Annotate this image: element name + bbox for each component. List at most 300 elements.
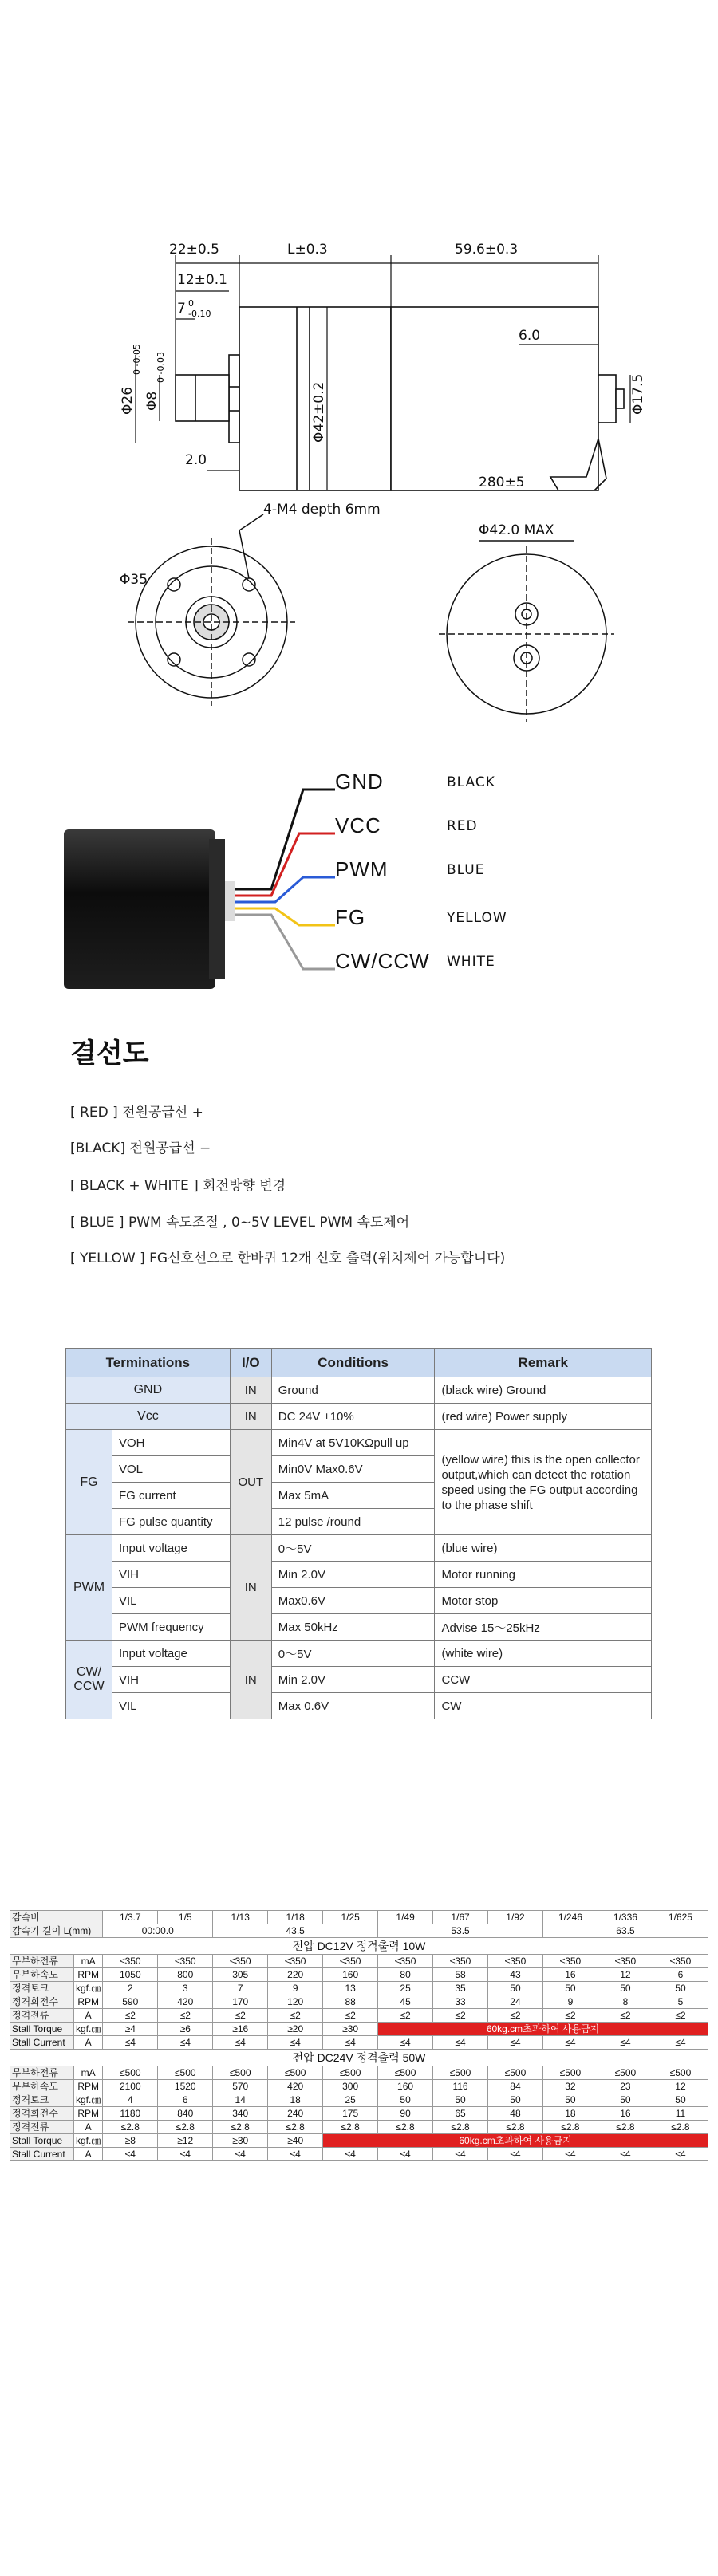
table-row	[66, 1588, 652, 1614]
value-cell: ≤4	[433, 2036, 488, 2050]
value-cell: 25	[378, 1982, 433, 1995]
wire-row-cwccw	[335, 949, 590, 981]
remark-cw-vil: CW	[435, 1693, 652, 1719]
front-d35-label: Φ35	[120, 572, 148, 588]
value-cell: 18	[268, 2093, 323, 2107]
value-cell: ≤500	[433, 2066, 488, 2080]
value-cell: 80	[378, 1968, 433, 1982]
row-unit: RPM	[73, 2107, 102, 2121]
table-row	[10, 1982, 708, 1995]
value-cell: ≥4	[103, 2023, 158, 2036]
row-unit: A	[73, 2121, 102, 2134]
header-conditions: Conditions	[271, 1349, 435, 1377]
row-unit: kgf.㎝	[73, 2134, 102, 2148]
remark-vcc: (red wire) Power supply	[435, 1404, 652, 1430]
table-row	[10, 2093, 708, 2107]
value-cell: ≤350	[488, 1955, 543, 1968]
wire-color-yellow: YELLOW	[447, 910, 507, 926]
cable-connector	[225, 881, 235, 921]
value-cell: 11	[653, 2107, 708, 2121]
cond-fg-pulse: 12 pulse /round	[271, 1509, 435, 1535]
value-cell: 220	[268, 1968, 323, 1982]
row-label: 무부하속도	[10, 2080, 74, 2093]
value-cell: 50	[598, 2093, 653, 2107]
wire-row-pwm	[335, 857, 590, 889]
value-cell: ≥20	[268, 2023, 323, 2036]
value-cell: 24	[488, 1995, 543, 2009]
termination-table	[65, 1348, 652, 1719]
value-cell: 340	[213, 2107, 268, 2121]
row-label: 정격전류	[10, 2009, 74, 2023]
remark-fg: (yellow wire) this is the open collector output,which can detect the rotation speed using the FG output according to the phase shift	[435, 1430, 652, 1535]
term-vcc: Vcc	[66, 1404, 231, 1430]
wiring-note-black-white: [ BLACK + WHITE ] 회전방향 변경	[70, 1178, 286, 1194]
value-cell: ≤2.8	[433, 2121, 488, 2134]
wire-color-black: BLACK	[447, 774, 495, 790]
value-cell: ≤4	[103, 2148, 158, 2161]
value-cell: ≤500	[323, 2066, 378, 2080]
value-cell: ≤4	[323, 2036, 378, 2050]
table-row	[66, 1377, 652, 1404]
wiring-note-blue: [ BLUE ] PWM 속도조절 , 0~5V LEVEL PWM 속도제어	[70, 1215, 410, 1231]
value-cell: 120	[268, 1995, 323, 2009]
value-cell: 170	[213, 1995, 268, 2009]
value-cell: ≤2.8	[103, 2121, 158, 2134]
value-cell: ≤4	[378, 2148, 433, 2161]
wire-label-cwccw: CW/CCW	[335, 949, 430, 973]
value-cell: ≤4	[213, 2036, 268, 2050]
value-cell: ≤350	[158, 1955, 213, 1968]
row-label: 정격회전수	[10, 1995, 74, 2009]
table-row	[66, 1667, 652, 1693]
row-unit: kgf.㎝	[73, 1982, 102, 1995]
wiring-note-black: [BLACK] 전원공급선 −	[70, 1140, 211, 1156]
value-cell: ≥8	[103, 2134, 158, 2148]
cond-vcc: DC 24V ±10%	[271, 1404, 435, 1430]
value-cell: 1180	[103, 2107, 158, 2121]
value-cell: ≤2	[268, 2009, 323, 2023]
stall-current-row	[10, 2148, 708, 2161]
term-cw-vih: VIH	[112, 1667, 230, 1693]
value-cell: ≤4	[488, 2036, 543, 2050]
value-cell: ≤500	[158, 2066, 213, 2080]
value-cell: 12	[598, 1968, 653, 1982]
value-cell: 58	[433, 1968, 488, 1982]
row-unit: kgf.㎝	[73, 2023, 102, 2036]
wiring-note-yellow: [ YELLOW ] FG신호선으로 한바퀴 12개 신호 출력(위치제어 가능합니다)	[70, 1251, 506, 1266]
table-row	[10, 2121, 708, 2134]
stall-torque-warning: 60kg.cm초과하여 사용금지	[378, 2023, 708, 2036]
value-cell: ≤500	[598, 2066, 653, 2080]
value-cell: 35	[433, 1982, 488, 1995]
value-cell: ≤500	[488, 2066, 543, 2080]
remark-cw-input: (white wire)	[435, 1641, 652, 1667]
dim-7-sup: 0	[188, 298, 194, 309]
row-unit: A	[73, 2036, 102, 2050]
value-cell: 9	[542, 1995, 598, 2009]
row-unit: RPM	[73, 1995, 102, 2009]
ratio-cell: 1/25	[323, 1911, 378, 1924]
value-cell: 16	[598, 2107, 653, 2121]
row-unit: RPM	[73, 2080, 102, 2093]
cond-pwm-vil: Max0.6V	[271, 1588, 435, 1614]
value-cell: 175	[323, 2107, 378, 2121]
value-cell: 50	[653, 1982, 708, 1995]
value-cell: ≤2	[323, 2009, 378, 2023]
value-cell: ≤2.8	[542, 2121, 598, 2134]
value-cell: 9	[268, 1982, 323, 1995]
remark-pwm-vil: Motor stop	[435, 1588, 652, 1614]
term-fg-pulse: FG pulse quantity	[112, 1509, 230, 1535]
value-cell: ≤4	[653, 2036, 708, 2050]
row-label: 정격토크	[10, 1982, 74, 1995]
section-title: 전압 DC24V 정격출력 50W	[10, 2050, 708, 2066]
row-label: 정격전류	[10, 2121, 74, 2134]
value-cell: 50	[542, 1982, 598, 1995]
io-vcc: IN	[230, 1404, 271, 1430]
value-cell: ≤4	[323, 2148, 378, 2161]
wiring-title: 결선도	[70, 1038, 149, 1069]
value-cell: ≤500	[653, 2066, 708, 2080]
value-cell: ≥12	[158, 2134, 213, 2148]
value-cell: 420	[268, 2080, 323, 2093]
value-cell: 3	[158, 1982, 213, 1995]
term-fg-voh: VOH	[112, 1430, 230, 1456]
spec-length-row	[10, 1924, 708, 1938]
wire-row-gnd	[335, 770, 590, 802]
row-label: 무부하전류	[10, 1955, 74, 1968]
value-cell: 18	[542, 2107, 598, 2121]
remark-pwm-vih: Motor running	[435, 1562, 652, 1588]
value-cell: 240	[268, 2107, 323, 2121]
value-cell: ≤2.8	[598, 2121, 653, 2134]
value-cell: ≤350	[103, 1955, 158, 1968]
value-cell: ≤500	[103, 2066, 158, 2080]
value-cell: 14	[213, 2093, 268, 2107]
header-remark: Remark	[435, 1349, 652, 1377]
dim-L: L±0.3	[287, 242, 328, 258]
value-cell: ≤2.8	[653, 2121, 708, 2134]
ratio-cell: 1/13	[213, 1911, 268, 1924]
table-row	[66, 1693, 652, 1719]
term-pwm-vil: VIL	[112, 1588, 230, 1614]
value-cell: ≤2	[378, 2009, 433, 2023]
io-cw: IN	[230, 1641, 271, 1719]
stall-torque-warning: 60kg.cm초과하여 사용금지	[323, 2134, 708, 2148]
wire-row-fg	[335, 905, 590, 937]
ratio-cell: 1/246	[542, 1911, 598, 1924]
value-cell: ≤4	[213, 2148, 268, 2161]
dim-26-tol: 0 -0.05	[132, 344, 142, 375]
value-cell: ≥16	[213, 2023, 268, 2036]
value-cell: ≤2	[103, 2009, 158, 2023]
ratio-cell: 1/336	[598, 1911, 653, 1924]
ratio-cell: 1/3.7	[103, 1911, 158, 1924]
table-row	[10, 1968, 708, 1982]
ratio-cell: 1/625	[653, 1911, 708, 1924]
value-cell: 6	[653, 1968, 708, 1982]
stall-current-row	[10, 2036, 708, 2050]
dim-17-5: Φ17.5	[630, 373, 646, 415]
table-row	[66, 1535, 652, 1562]
ratio-cell: 1/67	[433, 1911, 488, 1924]
value-cell: 25	[323, 2093, 378, 2107]
cond-pwm-vih: Min 2.0V	[271, 1562, 435, 1588]
value-cell: ≤500	[378, 2066, 433, 2080]
value-cell: 570	[213, 2080, 268, 2093]
spec-ratio-row	[10, 1911, 708, 1924]
term-cw-input: Input voltage	[112, 1641, 230, 1667]
value-cell: 1520	[158, 2080, 213, 2093]
value-cell: 16	[542, 1968, 598, 1982]
value-cell: 12	[653, 2080, 708, 2093]
value-cell: ≤2.8	[268, 2121, 323, 2134]
value-cell: ≤500	[268, 2066, 323, 2080]
group-fg: FG	[66, 1430, 112, 1535]
table-row	[66, 1430, 652, 1456]
value-cell: ≥30	[213, 2134, 268, 2148]
value-cell: 32	[542, 2080, 598, 2093]
value-cell: ≤500	[542, 2066, 598, 2080]
value-cell: 43	[488, 1968, 543, 1982]
value-cell: ≤350	[598, 1955, 653, 1968]
wiring-note-red: [ RED ] 전원공급선 +	[70, 1105, 203, 1121]
cond-fg-vol: Min0V Max0.6V	[271, 1456, 435, 1483]
cond-gnd: Ground	[271, 1377, 435, 1404]
wire-label-pwm: PWM	[335, 857, 389, 881]
length-cell: 43.5	[213, 1924, 378, 1938]
wire-color-white: WHITE	[447, 954, 495, 970]
term-fg-current: FG current	[112, 1483, 230, 1509]
row-label: 무부하속도	[10, 1968, 74, 1982]
row-label: Stall Torque	[10, 2134, 74, 2148]
ratio-cell: 1/5	[158, 1911, 213, 1924]
term-pwm-vih: VIH	[112, 1562, 230, 1588]
row-label: 무부하전류	[10, 2066, 74, 2080]
value-cell: 50	[542, 2093, 598, 2107]
table-row	[66, 1562, 652, 1588]
value-cell: 1050	[103, 1968, 158, 1982]
value-cell: ≤4	[103, 2036, 158, 2050]
value-cell: 50	[433, 2093, 488, 2107]
cond-cw-vih: Min 2.0V	[271, 1667, 435, 1693]
length-cell: 53.5	[378, 1924, 543, 1938]
value-cell: ≤4	[268, 2148, 323, 2161]
table-row	[10, 1995, 708, 2009]
term-pwm-input: Input voltage	[112, 1535, 230, 1562]
value-cell: ≤350	[213, 1955, 268, 1968]
group-cwccw: CW/ CCW	[66, 1641, 112, 1719]
value-cell: ≤4	[598, 2148, 653, 2161]
value-cell: ≤2.8	[323, 2121, 378, 2134]
row-unit: kgf.㎝	[73, 2093, 102, 2107]
row-label: Stall Current	[10, 2148, 74, 2161]
remark-gnd: (black wire) Ground	[435, 1377, 652, 1404]
remark-pwm-freq: Advise 15～25kHz	[435, 1614, 652, 1641]
stall-torque-row	[10, 2023, 708, 2036]
dim-26: Φ26	[120, 386, 136, 415]
value-cell: 2100	[103, 2080, 158, 2093]
value-cell: ≤350	[542, 1955, 598, 1968]
value-cell: ≥40	[268, 2134, 323, 2148]
header-io: I/O	[230, 1349, 271, 1377]
value-cell: 88	[323, 1995, 378, 2009]
row-label: Stall Current	[10, 2036, 74, 2050]
row-unit: A	[73, 2148, 102, 2161]
value-cell: 65	[433, 2107, 488, 2121]
wire-row-vcc	[335, 813, 590, 845]
value-cell: 50	[378, 2093, 433, 2107]
table-row	[10, 2009, 708, 2023]
value-cell: ≤350	[433, 1955, 488, 1968]
section-title: 전압 DC12V 정격출력 10W	[10, 1938, 708, 1955]
table-header-row	[66, 1349, 652, 1377]
value-cell: ≤4	[542, 2036, 598, 2050]
value-cell: 50	[488, 2093, 543, 2107]
front-rear-view-drawing	[0, 494, 718, 734]
dim-12: 12±0.1	[177, 272, 227, 288]
row-label: 정격회전수	[10, 2107, 74, 2121]
term-fg-vol: VOL	[112, 1456, 230, 1483]
value-cell: 45	[378, 1995, 433, 2009]
value-cell: 590	[103, 1995, 158, 2009]
term-cw-vil: VIL	[112, 1693, 230, 1719]
ratio-cell: 1/49	[378, 1911, 433, 1924]
value-cell: ≥30	[323, 2023, 378, 2036]
value-cell: ≤2	[433, 2009, 488, 2023]
value-cell: ≤4	[488, 2148, 543, 2161]
value-cell: ≤4	[158, 2148, 213, 2161]
table-row	[66, 1614, 652, 1641]
length-cell: 63.5	[542, 1924, 708, 1938]
cond-cw-input: 0～5V	[271, 1641, 435, 1667]
value-cell: 420	[158, 1995, 213, 2009]
wire-label-fg: FG	[335, 905, 366, 929]
value-cell: ≤350	[323, 1955, 378, 1968]
spec-section-row	[10, 1938, 708, 1955]
spec-table	[10, 1910, 708, 2161]
motor-photo	[64, 829, 215, 989]
dim-6-0: 6.0	[519, 328, 541, 344]
value-cell: 160	[323, 1968, 378, 1982]
value-cell: 33	[433, 1995, 488, 2009]
row-unit: mA	[73, 2066, 102, 2080]
wire-label-gnd: GND	[335, 770, 384, 794]
ratio-label: 감속비	[10, 1911, 103, 1924]
row-label: 정격토크	[10, 2093, 74, 2107]
io-gnd: IN	[230, 1377, 271, 1404]
value-cell: ≤2.8	[378, 2121, 433, 2134]
value-cell: ≤4	[433, 2148, 488, 2161]
value-cell: 116	[433, 2080, 488, 2093]
cond-fg-voh: Min4V at 5V10KΩpull up	[271, 1430, 435, 1456]
dim-7: 7	[177, 301, 186, 317]
io-pwm: IN	[230, 1535, 271, 1641]
side-view-drawing	[0, 0, 718, 494]
value-cell: 48	[488, 2107, 543, 2121]
table-row	[10, 2107, 708, 2121]
term-gnd: GND	[66, 1377, 231, 1404]
value-cell: 13	[323, 1982, 378, 1995]
value-cell: 50	[653, 2093, 708, 2107]
value-cell: 840	[158, 2107, 213, 2121]
remark-cw-vih: CCW	[435, 1667, 652, 1693]
wire-color-blue: BLUE	[447, 862, 485, 878]
ratio-cell: 1/92	[488, 1911, 543, 1924]
rear-dmax-label: Φ42.0 MAX	[479, 522, 554, 538]
dim-59-6: 59.6±0.3	[455, 242, 519, 258]
value-cell: ≥6	[158, 2023, 213, 2036]
stall-torque-row	[10, 2134, 708, 2148]
ratio-cell: 1/18	[268, 1911, 323, 1924]
value-cell: 305	[213, 1968, 268, 1982]
value-cell: ≤2	[213, 2009, 268, 2023]
value-cell: ≤2	[598, 2009, 653, 2023]
value-cell: ≤4	[653, 2148, 708, 2161]
value-cell: 50	[488, 1982, 543, 1995]
value-cell: 84	[488, 2080, 543, 2093]
io-fg: OUT	[230, 1430, 271, 1535]
value-cell: 8	[598, 1995, 653, 2009]
value-cell: ≤350	[378, 1955, 433, 1968]
value-cell: 160	[378, 2080, 433, 2093]
cond-pwm-freq: Max 50kHz	[271, 1614, 435, 1641]
table-row	[10, 2080, 708, 2093]
dim-42: Φ42±0.2	[311, 381, 327, 443]
value-cell: ≤2.8	[213, 2121, 268, 2134]
value-cell: 800	[158, 1968, 213, 1982]
dim-2-0: 2.0	[185, 452, 207, 468]
value-cell: 300	[323, 2080, 378, 2093]
value-cell: ≤2	[542, 2009, 598, 2023]
cond-fg-current: Max 5mA	[271, 1483, 435, 1509]
row-unit: A	[73, 2009, 102, 2023]
row-unit: RPM	[73, 1968, 102, 1982]
dim-8: Φ8	[144, 391, 160, 411]
dim-7-sub: -0.10	[188, 309, 211, 319]
row-unit: mA	[73, 1955, 102, 1968]
table-row	[66, 1641, 652, 1667]
value-cell: ≤2.8	[488, 2121, 543, 2134]
value-cell: ≤4	[378, 2036, 433, 2050]
table-row	[66, 1404, 652, 1430]
motor-body	[391, 307, 598, 490]
header-terminations: Terminations	[66, 1349, 231, 1377]
dim-22: 22±0.5	[169, 242, 219, 258]
dim-8-tol: 0 -0.03	[156, 352, 166, 383]
length-cell: 00:00.0	[103, 1924, 213, 1938]
value-cell: 5	[653, 1995, 708, 2009]
spec-section-row	[10, 2050, 708, 2066]
value-cell: 90	[378, 2107, 433, 2121]
cond-pwm-input: 0～5V	[271, 1535, 435, 1562]
row-label: Stall Torque	[10, 2023, 74, 2036]
remark-pwm-input: (blue wire)	[435, 1535, 652, 1562]
value-cell: ≤2.8	[158, 2121, 213, 2134]
value-cell: 23	[598, 2080, 653, 2093]
value-cell: 2	[103, 1982, 158, 1995]
group-pwm: PWM	[66, 1535, 112, 1641]
value-cell: ≤2	[653, 2009, 708, 2023]
value-cell: 50	[598, 1982, 653, 1995]
value-cell: ≤4	[158, 2036, 213, 2050]
value-cell: 4	[103, 2093, 158, 2107]
table-row	[10, 1955, 708, 1968]
value-cell: ≤500	[213, 2066, 268, 2080]
term-pwm-freq: PWM frequency	[112, 1614, 230, 1641]
value-cell: ≤350	[268, 1955, 323, 1968]
table-row	[10, 2066, 708, 2080]
